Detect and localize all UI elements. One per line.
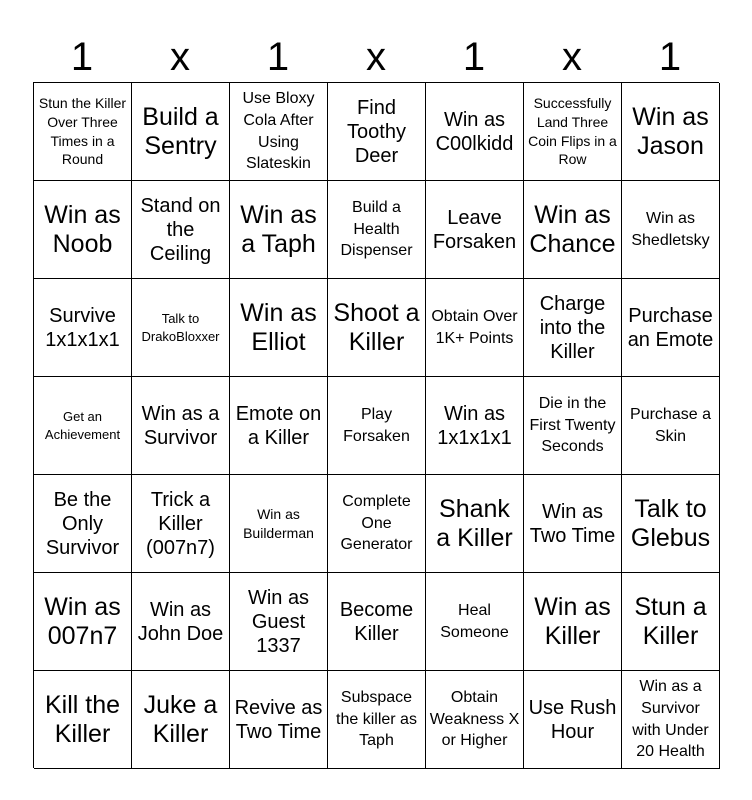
bingo-cell[interactable] — [524, 83, 622, 181]
bingo-cell[interactable] — [622, 83, 720, 181]
cell-text: Use Bloxy Cola After Using Slateskin — [242, 90, 315, 173]
cell-text: Stand on the Ceiling — [140, 194, 221, 265]
cell-text: Win as Killer — [534, 592, 611, 650]
cell-text: Juke a Killer — [143, 690, 218, 748]
bingo-cell[interactable] — [426, 377, 524, 475]
bingo-cell[interactable] — [230, 377, 328, 475]
cell-text: Successfully Land Three Coin Flips in a Row — [528, 94, 617, 168]
bingo-cell[interactable] — [426, 83, 524, 181]
bingo-cell[interactable] — [34, 475, 132, 573]
cell-text: Leave Forsaken — [432, 206, 517, 253]
bingo-cell[interactable] — [622, 181, 720, 279]
cell-text: Stun the Killer Over Three Times in a Round — [38, 94, 127, 168]
cell-text: Purchase a Skin — [630, 405, 711, 445]
cell-text: Stun a Killer — [634, 592, 707, 650]
header-letter: 1 — [70, 35, 94, 79]
header-letter: 1 — [462, 35, 486, 79]
bingo-cell[interactable] — [622, 475, 720, 573]
bingo-cell[interactable] — [230, 83, 328, 181]
cell-text: Build a Sentry — [142, 102, 219, 160]
bingo-cell[interactable] — [34, 83, 132, 181]
bingo-cell[interactable] — [622, 671, 720, 769]
bingo-cell[interactable] — [132, 83, 230, 181]
cell-text: Win as 007n7 — [44, 592, 121, 650]
header-letter: 1 — [658, 35, 682, 79]
cell-text: Win as John Doe — [137, 598, 224, 645]
bingo-cell[interactable] — [622, 377, 720, 475]
bingo-header — [33, 32, 719, 82]
cell-text: Emote on a Killer — [235, 402, 322, 449]
header-letter: x — [562, 35, 582, 79]
cell-text: Win as Jason — [632, 102, 709, 160]
bingo-cell[interactable] — [328, 279, 426, 377]
header-letter: x — [366, 35, 386, 79]
cell-text: Win as C00lkidd — [435, 108, 514, 155]
cell-text: Play Forsaken — [343, 405, 410, 445]
cell-text: Win as a Taph — [240, 200, 317, 258]
cell-text: Shoot a Killer — [333, 298, 420, 356]
bingo-cell[interactable] — [426, 671, 524, 769]
bingo-cell[interactable] — [132, 573, 230, 671]
bingo-cell[interactable] — [622, 279, 720, 377]
header-letter: x — [170, 35, 190, 79]
cell-text: Win as Guest 1337 — [247, 586, 310, 657]
bingo-cell[interactable] — [230, 475, 328, 573]
bingo-cell[interactable] — [328, 475, 426, 573]
bingo-cell[interactable] — [328, 377, 426, 475]
cell-text: Win as Two Time — [529, 500, 616, 547]
cell-text: Charge into the Killer — [539, 292, 606, 363]
cell-text: Be the Only Survivor — [45, 488, 120, 559]
bingo-cell[interactable] — [132, 181, 230, 279]
bingo-cell[interactable] — [426, 573, 524, 671]
bingo-cell[interactable] — [230, 671, 328, 769]
header-letter: 1 — [266, 35, 290, 79]
bingo-cell[interactable] — [230, 181, 328, 279]
cell-text: Get an Achievement — [44, 408, 121, 442]
cell-text: Complete One Generator — [340, 493, 413, 554]
cell-text: Win as Builderman — [243, 505, 314, 541]
cell-text: Win as Elliot — [240, 298, 317, 356]
cell-text: Purchase an Emote — [627, 304, 714, 351]
bingo-cell[interactable] — [426, 475, 524, 573]
bingo-cell[interactable] — [132, 671, 230, 769]
cell-text: Obtain Weakness X or Higher — [429, 689, 520, 750]
bingo-cell[interactable] — [132, 377, 230, 475]
bingo-cell[interactable] — [524, 475, 622, 573]
cell-text: Win as Shedletsky — [631, 209, 710, 249]
bingo-cell[interactable] — [132, 279, 230, 377]
cell-text: Heal Someone — [440, 601, 509, 641]
bingo-cell[interactable] — [34, 377, 132, 475]
bingo-cell[interactable] — [328, 83, 426, 181]
bingo-cell[interactable] — [524, 573, 622, 671]
bingo-cell[interactable] — [132, 475, 230, 573]
cell-text: Win as Chance — [529, 200, 616, 258]
bingo-cell[interactable] — [328, 573, 426, 671]
bingo-cell[interactable] — [328, 181, 426, 279]
cell-text: Obtain Over 1K+ Points — [431, 307, 518, 347]
bingo-cell[interactable] — [230, 573, 328, 671]
cell-text: Win as a Survivor — [141, 402, 220, 449]
cell-text: Talk to DrakoBloxxer — [141, 310, 220, 344]
cell-text: Build a Health Dispenser — [340, 199, 413, 260]
cell-text: Shank a Killer — [436, 494, 513, 552]
bingo-cell[interactable] — [426, 181, 524, 279]
bingo-cell[interactable] — [524, 671, 622, 769]
bingo-cell[interactable] — [34, 279, 132, 377]
bingo-cell[interactable] — [524, 181, 622, 279]
bingo-grid — [33, 82, 719, 768]
cell-text: Become Killer — [339, 598, 414, 645]
bingo-cell[interactable] — [34, 671, 132, 769]
cell-text: Win as 1x1x1x1 — [437, 402, 512, 449]
bingo-cell[interactable] — [328, 671, 426, 769]
cell-text: Subspace the killer as Taph — [336, 689, 417, 750]
bingo-cell[interactable] — [230, 279, 328, 377]
cell-text: Find Toothy Deer — [347, 96, 406, 167]
cell-text: Revive as Two Time — [234, 696, 323, 743]
cell-text: Kill the Killer — [44, 690, 121, 748]
bingo-cell[interactable] — [426, 279, 524, 377]
bingo-cell[interactable] — [34, 573, 132, 671]
cell-text: Win as Noob — [44, 200, 121, 258]
cell-text: Win as a Survivor with Under 20 Health — [632, 678, 709, 761]
bingo-cell[interactable] — [34, 181, 132, 279]
cell-text: Use Rush Hour — [528, 696, 617, 743]
cell-text: Die in the First Twenty Seconds — [529, 395, 616, 456]
bingo-cell[interactable] — [524, 377, 622, 475]
cell-text: Trick a Killer (007n7) — [146, 488, 215, 559]
bingo-cell[interactable] — [622, 573, 720, 671]
cell-text: Survive 1x1x1x1 — [45, 304, 120, 351]
bingo-cell[interactable] — [524, 279, 622, 377]
cell-text: Talk to Glebus — [630, 494, 711, 552]
